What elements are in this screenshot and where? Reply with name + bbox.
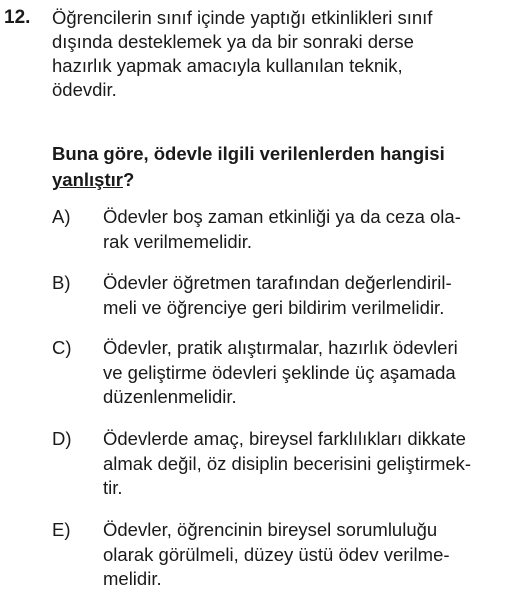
option-b[interactable]	[0, 271, 530, 321]
prompt-line-2	[52, 167, 528, 193]
option-c[interactable]	[0, 336, 530, 411]
option-text-line: meli ve öğrenciye geri bildirim verilmelidir.	[103, 296, 445, 318]
option-text-line: rak verilmemelidir.	[103, 230, 253, 252]
option-text-line: olarak görülmeli, düzey üstü ödev verilme-	[103, 543, 450, 565]
option-text-line: Ödevler, öğrencinin bireysel sorumluluğu	[103, 519, 438, 540]
stem-line: Öğrencilerin sınıf içinde yaptığı etkinlikleri sınıf	[52, 7, 433, 28]
option-text	[103, 271, 523, 320]
option-text	[103, 205, 523, 254]
option-text-line: Ödevlerde amaç, bireysel farklılıkları dikkate	[103, 428, 466, 449]
option-text-line: düzenlenmelidir.	[103, 386, 237, 407]
option-e[interactable]	[0, 518, 530, 593]
option-text-line: Ödevler, pratik alıştırmalar, hazırlık ödevleri	[103, 337, 458, 358]
option-d[interactable]	[0, 427, 530, 502]
option-letter: C)	[52, 337, 72, 358]
option-text	[103, 427, 523, 501]
prompt-line: Buna göre, ödevle ilgili verilenlerden hangisi	[52, 143, 445, 164]
stem-line: hazırlık yapmak amacıyla kullanılan teknik,	[52, 55, 403, 76]
option-text-line: Ödevler boş zaman etkinliği ya da ceza ola-	[103, 206, 461, 227]
option-text-line: melidir.	[103, 568, 162, 589]
option-text-line: Ödevler öğretmen tarafından değerlendiril-	[103, 272, 452, 293]
option-text-line: ve geliştirme ödevleri şeklinde üç aşamada	[103, 361, 456, 383]
prompt-question-mark: ?	[122, 169, 135, 190]
question-prompt	[52, 141, 528, 193]
option-letter: B)	[52, 272, 71, 293]
option-letter: A)	[52, 206, 71, 227]
option-a[interactable]	[0, 205, 530, 255]
option-text-line: tir.	[103, 477, 123, 498]
option-text	[103, 336, 523, 410]
question-number: 12.	[4, 7, 31, 28]
option-letter: E)	[52, 519, 71, 540]
option-letter: D)	[52, 428, 72, 449]
question-stem	[52, 6, 522, 102]
option-text-line: almak değil, öz disiplin becerisini geliştirmek-	[103, 452, 472, 474]
stem-line: dışında desteklemek ya da bir sonraki derse	[52, 31, 414, 52]
prompt-underlined-word: yanlıştır	[52, 169, 123, 190]
stem-line: ödevdir.	[52, 79, 117, 100]
option-text	[103, 518, 523, 592]
